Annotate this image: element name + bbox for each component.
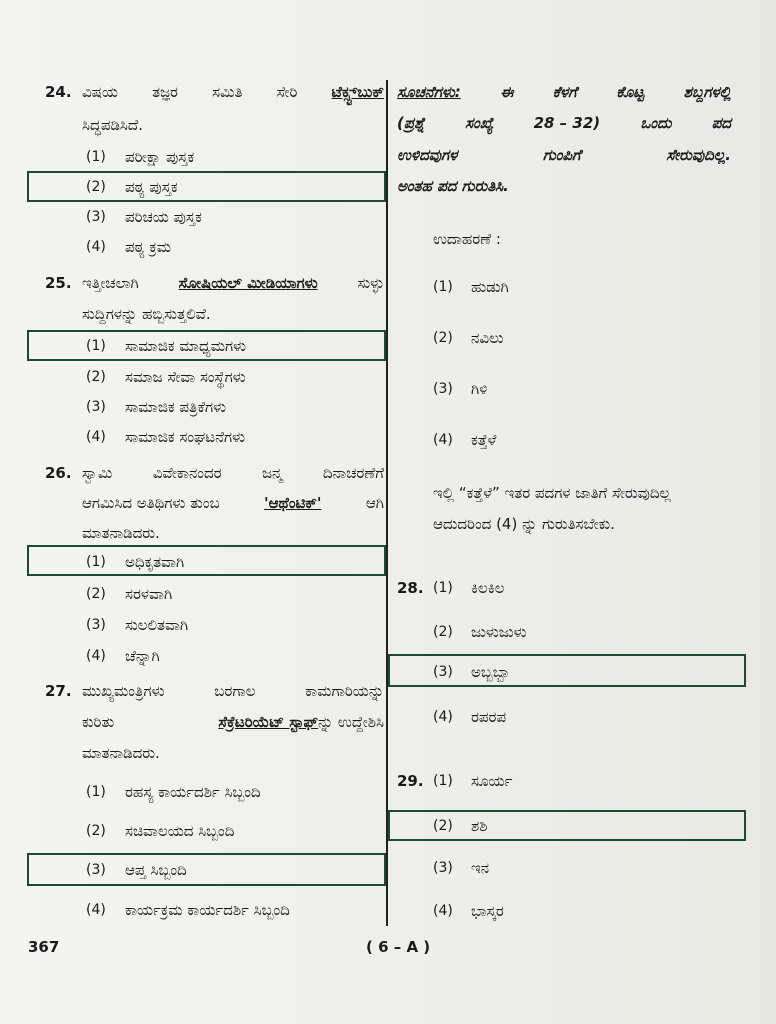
q27-option-4-text: ಕಾರ್ಯಕ್ರಮ ಕಾರ್ಯದರ್ಶಿ ಸಿಬ್ಬಂದಿ xyxy=(125,901,290,919)
question-26-number: 26. xyxy=(45,464,72,482)
example-option-3-text: ಗಿಳಿ xyxy=(471,380,488,398)
q26-word: ಜನ್ಮ xyxy=(261,464,283,482)
q24-word: ವಿಷಯ xyxy=(82,83,118,101)
example-note-line-1: ಇಲ್ಲಿ “ಕತ್ತೆಳೆ” ಇತರ ಪದಗಳ ಜಾತಿಗೆ ಸೇರುವುದಿಲ್ಲ xyxy=(433,484,672,502)
column-divider xyxy=(386,80,388,926)
instructions-word: ಕೆಳಗೆ xyxy=(552,83,577,101)
q25-key-term: ಸೋಷಿಯಲ್ ಮೀಡಿಯಾಗಳು xyxy=(178,274,318,292)
instructions-word: ಕೊಟ್ಟ xyxy=(616,83,645,101)
q29-option-3-text: ಇನ xyxy=(471,859,490,877)
q24-option-4-number: (4) xyxy=(86,239,106,255)
q25-option-3-text: ಸಾಮಾಜಿಕ ಪತ್ರಿಕೆಗಳು xyxy=(125,398,226,416)
q27-option-1-text: ರಹಸ್ಯ ಕಾರ್ಯದರ್ಶಿ ಸಿಬ್ಬಂದಿ xyxy=(125,783,261,801)
q26-option-3-text: ಸುಲಲಿತವಾಗಿ xyxy=(125,616,189,634)
example-option-3-number: (3) xyxy=(433,381,453,397)
q27-word: ಮುಖ್ಯಮಂತ್ರಿಗಳು xyxy=(82,682,165,700)
q28-option-3-text: ಅಬ್ಬಬ್ಬಾ xyxy=(471,663,511,681)
q28-option-1-number: (1) xyxy=(433,580,453,596)
instructions-word: ಈ xyxy=(500,83,514,101)
q26-option-4-number: (4) xyxy=(86,648,106,664)
q25-option-2-text: ಸಮಾಜ ಸೇವಾ ಸಂಸ್ಥೆಗಳು xyxy=(125,368,246,386)
instructions-word: ಉಳಿದವುಗಳ xyxy=(397,146,458,164)
q27-option-4-number: (4) xyxy=(86,902,106,918)
instructions-word: 28 – 32) xyxy=(533,114,601,132)
example-note-line-2: ಆದುದರಿಂದ (4) ನ್ನು ಗುರುತಿಸಬೇಕು. xyxy=(433,515,615,533)
q25-option-1-text: ಸಾಮಾಜಿಕ ಮಾಧ್ಯಮಗಳು xyxy=(125,337,247,355)
q25-option-2-number: (2) xyxy=(86,369,106,385)
q25-option-1-number: (1) xyxy=(86,338,106,354)
q28-option-2-number: (2) xyxy=(433,624,453,640)
instructions-line-4: ಅಂತಹ ಪದ ಗುರುತಿಸಿ. xyxy=(397,177,509,195)
instructions-word: (ಪ್ರಶ್ನೆ xyxy=(397,114,425,132)
q26-option-2-number: (2) xyxy=(86,586,106,602)
q27-option-1-number: (1) xyxy=(86,784,106,800)
q24-option-4-text: ಪಠ್ಯ ಕ್ರಮ xyxy=(125,238,172,256)
q26-option-1-text: ಅಧಿಕೃತವಾಗಿ xyxy=(125,553,185,571)
question-25-line-2: ಸುದ್ದಿಗಳನ್ನು ಹಬ್ಬಿಸುತ್ತಲಿವೆ. xyxy=(82,305,211,323)
question-27-number: 27. xyxy=(45,682,72,700)
q24-option-1-text: ಪರೀಕ್ಷಾ ಪುಸ್ತಕ xyxy=(125,148,195,166)
example-option-1-text: ಹುಡುಗಿ xyxy=(471,278,509,296)
example-option-2-number: (2) xyxy=(433,330,453,346)
q24-word: ಸಮಿತಿ xyxy=(212,83,243,101)
question-27-line-1 xyxy=(82,681,384,701)
q27-key-term: ಸೆಕ್ರೆಟರಿಯೆಟ್ ಸ್ಟಾಫ್ xyxy=(218,713,319,731)
q27-option-3-text: ಆಪ್ತ ಸಿಬ್ಬಂದಿ xyxy=(125,861,187,879)
q25-option-3-number: (3) xyxy=(86,399,106,415)
q28-option-4-number: (4) xyxy=(433,709,453,725)
page-number: ( 6 – A ) xyxy=(366,938,431,956)
q26-word: ವಿವೇಕಾನಂದರ xyxy=(152,464,222,482)
instructions-word: ಪದ xyxy=(711,114,731,132)
q24-option-3-text: ಪರಿಚಯ ಪುಸ್ತಕ xyxy=(125,208,202,226)
example-option-1-number: (1) xyxy=(433,279,453,295)
question-28-number: 28. xyxy=(397,579,424,597)
q24-word: ತಜ್ಞರ xyxy=(152,83,178,101)
instructions-line-3 xyxy=(397,145,731,165)
question-29-number: 29. xyxy=(397,772,424,790)
question-26-line-1 xyxy=(82,463,384,483)
q27-text: ಕುರಿತು xyxy=(82,713,115,731)
q29-option-4-text: ಭಾಸ್ಕರ xyxy=(471,902,504,920)
q29-option-3-number: (3) xyxy=(433,860,453,876)
q29-option-1-text: ಸೂರ್ಯ xyxy=(471,772,513,790)
q27-option-3-number: (3) xyxy=(86,862,106,878)
question-26-line-2 xyxy=(82,493,384,513)
question-25-number: 25. xyxy=(45,274,72,292)
instructions-word: ಸಂಖ್ಯೆ xyxy=(465,114,494,132)
q28-option-1-text: ಕಿಲಕಿಲ xyxy=(471,579,505,597)
q26-word: ಸ್ವಾಮಿ xyxy=(82,464,113,482)
question-24-line-2: ಸಿದ್ಧಪಡಿಸಿದೆ. xyxy=(82,116,143,134)
q27-text: ನ್ನು ಉದ್ದೇಶಿಸಿ xyxy=(318,713,384,731)
question-27-line-3: ಮಾತನಾಡಿದರು. xyxy=(82,744,160,762)
q26-text: ಆಗಿ xyxy=(365,494,384,512)
example-label: ಉದಾಹರಣೆ : xyxy=(433,230,501,248)
question-27-line-2 xyxy=(82,712,384,732)
q24-word: ಸೇರಿ xyxy=(276,83,298,101)
q26-option-2-text: ಸರಳವಾಗಿ xyxy=(125,585,173,603)
q27-option-2-text: ಸಚಿವಾಲಯದ ಸಿಬ್ಬಂದಿ xyxy=(125,822,235,840)
q24-option-1-number: (1) xyxy=(86,149,106,165)
q29-option-2-text: ಶಶಿ xyxy=(471,817,488,835)
answer-highlight-box xyxy=(27,853,386,886)
answer-highlight-box xyxy=(27,545,386,576)
question-24-number: 24. xyxy=(45,83,72,101)
question-24-line-1 xyxy=(82,82,384,102)
q24-option-2-number: (2) xyxy=(86,179,106,195)
example-option-4-text: ಕತ್ತೆಳೆ xyxy=(471,431,497,449)
q25-word: ಸುಳ್ಳು xyxy=(357,274,384,292)
q26-option-4-text: ಚೆನ್ನಾಗಿ xyxy=(125,647,160,665)
q26-option-1-number: (1) xyxy=(86,554,106,570)
question-26-line-3: ಮಾತನಾಡಿದರು. xyxy=(82,524,160,542)
example-option-2-text: ನವಿಲು xyxy=(471,329,504,347)
q24-option-2-text: ಪಠ್ಯ ಪುಸ್ತಕ xyxy=(125,178,178,196)
instructions-label: ಸೂಚನೆಗಳು: xyxy=(397,83,461,101)
q28-option-4-text: ರಪರಪ xyxy=(471,708,507,726)
q24-option-3-number: (3) xyxy=(86,209,106,225)
instructions-word: ಸೇರುವುದಿಲ್ಲ. xyxy=(666,146,731,164)
answer-highlight-box xyxy=(27,171,386,202)
q26-word: ದಿನಾಚರಣೆಗೆ xyxy=(322,464,384,482)
q27-word: ಕಾಮಗಾರಿಯನ್ನು xyxy=(305,682,384,700)
q27-option-2-number: (2) xyxy=(86,823,106,839)
instructions-word: ಒಂದು xyxy=(640,114,672,132)
q27-word: ಬರಗಾಲ xyxy=(214,682,256,700)
q25-word: ಇತ್ತೀಚಲಾಗಿ xyxy=(82,274,139,292)
q24-key-term: ಟೆಕ್ಸ್ಟ್‌ಬುಕ್ xyxy=(331,83,384,101)
instructions-word: ಗುಂಪಿಗೆ xyxy=(542,146,581,164)
q25-option-4-text: ಸಾಮಾಜಿಕ ಸಂಘಟನೆಗಳು xyxy=(125,428,246,446)
instructions-line-1 xyxy=(397,82,731,102)
q25-option-4-number: (4) xyxy=(86,429,106,445)
q29-option-1-number: (1) xyxy=(433,773,453,789)
q28-option-3-number: (3) xyxy=(433,664,453,680)
question-25-line-1 xyxy=(82,273,384,293)
q26-key-term: 'ಆಥೆಂಟಿಕ್' xyxy=(264,494,322,512)
q26-option-3-number: (3) xyxy=(86,617,106,633)
example-option-4-number: (4) xyxy=(433,432,453,448)
instructions-line-2 xyxy=(397,113,731,133)
q29-option-4-number: (4) xyxy=(433,903,453,919)
page-code: 367 xyxy=(28,938,60,956)
q28-option-2-text: ಜುಳುಜುಳು xyxy=(471,623,527,641)
q29-option-2-number: (2) xyxy=(433,818,453,834)
instructions-word: ಶಬ್ದಗಳಲ್ಲಿ xyxy=(683,83,731,101)
q26-text: ಆಗಮಿಸಿದ ಅತಿಥಿಗಳು ತುಂಬ xyxy=(82,494,220,512)
